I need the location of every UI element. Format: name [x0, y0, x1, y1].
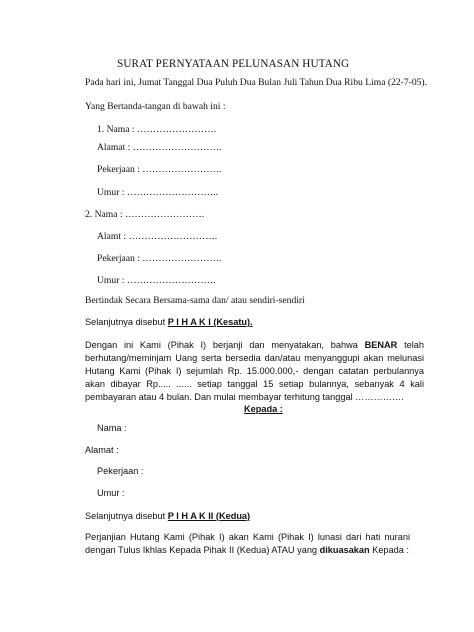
party2-umur: Umur : ………………………. [97, 275, 216, 286]
body-line-5: pembayaran atau 4 bulan. Dan mulai membayar terhitung tanggal ……………. [85, 392, 404, 402]
kepada-label: Kepada : [244, 404, 283, 414]
party1-umur: Umur : ……………………….. [97, 187, 218, 198]
party1-alamat: Alamat : ………………………. [97, 142, 222, 153]
recipient-pekerjaan: Pekerjaan : [97, 466, 144, 476]
body-line-3: Hutang Kami (Pihak I) sejumlah Rp. 15.000.000,- dengan catatan perbulannya [85, 366, 424, 376]
party1-nama: 1. Nama : ……………………. [97, 124, 217, 135]
closing-text: Kepada : [369, 545, 409, 555]
party2-pekerjaan: Pekerjaan : ……………………. [97, 253, 222, 264]
hereafter-prefix: Selanjutnya disebut [85, 511, 168, 521]
benar-emphasis: BENAR [364, 340, 398, 350]
recipient-alamat: Alamat : [85, 445, 119, 455]
closing-line-2 [85, 546, 409, 555]
body-line-2: berhutang/meminjam Uang serta bersedia dan/atau menyanggupi akan melunasi [85, 353, 424, 363]
body-text: Dengan ini Kami (Pihak I) berjanji dan menyatakan, bahwa [85, 340, 365, 350]
undersigned-line: Yang Bertanda-tangan di bawah ini : [85, 101, 226, 112]
closing-text: dengan Tulus Ikhlas Kepada Pihak II (Kedua) ATAU yang [85, 545, 320, 555]
body-line-4: akan dibayar Rp..... ...... setiap tanggal 15 setiap bulannya, sebanyak 4 kali [85, 379, 424, 389]
pihak1-label: P I H A K I (Kesatu). [167, 317, 253, 327]
jointly-line: Bertindak Secara Bersama-sama dan/ atau sendiri-sendiri [85, 295, 305, 306]
recipient-nama: Nama : [97, 423, 127, 433]
hereafter-pihak2-line [85, 512, 250, 521]
document-title: SURAT PERNYATAAN PELUNASAN HUTANG [117, 58, 350, 70]
body-line-1 [85, 341, 424, 350]
hereafter-pihak1-line [85, 318, 253, 327]
hereafter-prefix: Selanjutnya disebut [85, 317, 168, 327]
closing-line-1: Perjanjian Hutang Kami (Pihak I) akan Kami (Pihak I) lunasi dari hati nurani [85, 532, 410, 542]
intro-date-line: Pada hari ini, Jumat Tanggal Dua Puluh Dua Bulan Juli Tahun Dua Ribu Lima (22-7-05). [85, 77, 428, 88]
dikuasakan-emphasis: dikuasakan [319, 545, 370, 555]
party1-pekerjaan: Pekerjaan : ……………………. [97, 164, 222, 175]
body-text: telah [397, 340, 425, 350]
kepada-heading [244, 405, 283, 414]
party2-nama: 2. Nama : ……………………. [85, 209, 205, 220]
pihak2-label: P I H A K II (Kedua) [167, 511, 251, 521]
party2-alamat: Alamt : ………………………. [97, 231, 218, 242]
recipient-umur: Umur : [97, 488, 125, 498]
